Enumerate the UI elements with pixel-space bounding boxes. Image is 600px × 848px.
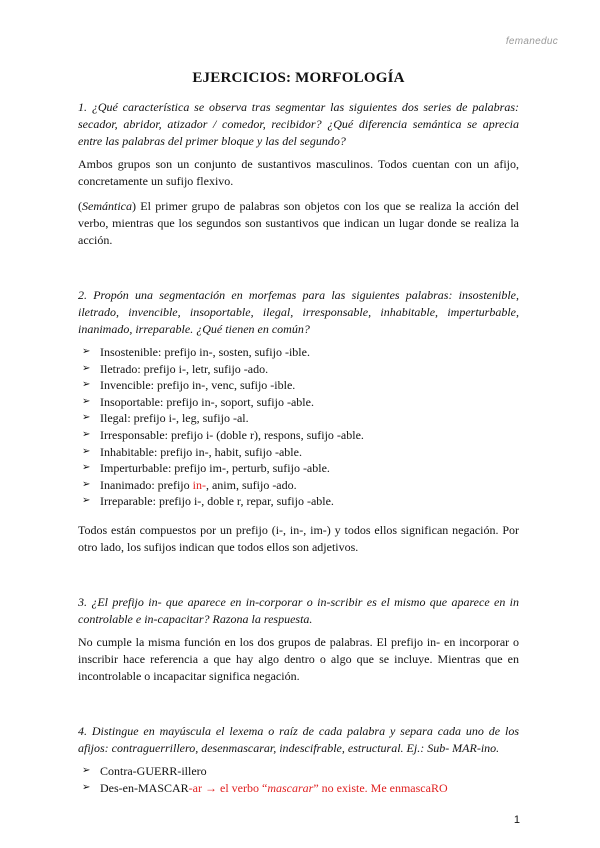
list-item: ➢ Contra-GUERR-illero <box>82 763 207 778</box>
question-4: 4. Distingue en mayúscula el lexema o raíz de cada palabra y separa cada uno de los afijos: contraguerrillero, desenmascarar, indescifrable, estructural. Ej.: Sub- MAR-ino. <box>78 723 519 755</box>
list-item: ➢ Iletrado: prefijo i-, letr, sufijo -ado. <box>82 361 269 376</box>
arrow-bullet-icon: ➢ <box>82 395 91 407</box>
list-item: ➢ Invencible: prefijo in-, venc, sufijo -ible. <box>82 378 296 393</box>
list-item: ➢ Insoportable: prefijo in-, soport, sufijo -able. <box>82 394 314 409</box>
lexeme-list <box>82 763 519 796</box>
list-item: ➢ Ilegal: prefijo i-, leg, sufijo -al. <box>82 411 249 426</box>
answer-2: Todos están compuestos por un prefijo (i-, in-, im-) y todos ellos significan negación. Por otro lado, los sufijos indican que todos ellos son adjetivos. <box>78 522 519 554</box>
list-item: ➢ Irreparable: prefijo i-, doble r, repar, sufijo -able. <box>82 494 334 509</box>
arrow-bullet-icon: ➢ <box>82 379 91 391</box>
question-1: 1. ¿Qué característica se observa tras segmentar las siguientes dos series de palabras: secador, abridor, atizador / comedor, recibidor? ¿Qué diferencia semántica se aprecia entre las palabras del primer bloque y las del segundo? <box>78 100 519 148</box>
list-item: ➢ Irresponsable: prefijo i- (doble r), respons, sufijo -able. <box>82 427 364 442</box>
arrow-bullet-icon: ➢ <box>82 478 91 490</box>
arrow-bullet-icon: ➢ <box>82 412 91 424</box>
answer-1-paragraph-2: (Semántica) El primer grupo de palabras son objetos con los que se realiza la acción del verbo, mientras que los segundos son sustantivos que indican un lugar donde se realiza la acción. <box>78 199 519 247</box>
semantica-text: El primer grupo de palabras son objetos con los que se realiza la acción del verbo, mientras que los segundos son sustantivos que indican un lugar donde se realiza la acción. <box>78 199 519 247</box>
correction-note: -ar → el verbo “mascarar” no existe. Me enmascaRO <box>188 780 448 795</box>
arrow-bullet-icon: ➢ <box>82 445 91 457</box>
question-3: 3. ¿El prefijo in- que aparece en in-corporar o in-scribir es el mismo que aparece en in controlable e in-capacitar? Razona la respuesta. <box>78 594 519 626</box>
list-item: ➢ Inhabitable: prefijo in-, habit, sufijo -able. <box>82 444 302 459</box>
answer-3: No cumple la misma función en los dos grupos de palabras. El prefijo in- en incorporar o inscribir hace referencia a que hay algo dentro o algo que se incluye. Mientras que en incontrolable o incapacitar significa negación. <box>78 634 519 683</box>
page-number: 1 <box>513 814 520 826</box>
list-item: ➢ Des-en-MASCAR-ar → el verbo “mascarar” no existe. Me enmascaRO <box>82 780 448 795</box>
arrow-bullet-icon: ➢ <box>82 428 91 440</box>
segmentation-list <box>82 344 519 510</box>
arrow-bullet-icon: ➢ <box>82 781 91 793</box>
semantica-label: Semántica <box>82 199 132 213</box>
page-title: EJERCICIOS: MORFOLOGÍA <box>192 70 405 86</box>
list-item: ➢ Imperturbable: prefijo im-, perturb, sufijo -able. <box>82 461 330 476</box>
arrow-bullet-icon: ➢ <box>82 362 91 374</box>
list-item: ➢ Insostenible: prefijo in-, sosten, sufijo -ible. <box>82 345 310 359</box>
question-2: 2. Propón una segmentación en morfemas para las siguientes palabras: insostenible, iletrado, invencible, insoportable, ilegal, irresponsable, inhabitable, imperturbable, inanimado, irreparable. ¿Qué tienen en común? <box>78 288 519 336</box>
document-page <box>78 70 519 808</box>
list-item: ➢ Inanimado: prefijo in-, anim, sufijo -ado. <box>82 477 297 492</box>
answer-1-paragraph-1: Ambos grupos son un conjunto de sustantivos masculinos. Todos cuentan con un afijo, concretamente un sufijo flexivo. <box>78 157 519 188</box>
arrow-bullet-icon: ➢ <box>82 346 91 357</box>
arrow-bullet-icon: ➢ <box>82 495 91 507</box>
arrow-bullet-icon: ➢ <box>82 764 91 776</box>
watermark: femaneduc <box>505 36 558 47</box>
arrow-bullet-icon: ➢ <box>82 462 91 474</box>
highlighted-prefix: in- <box>192 477 206 492</box>
